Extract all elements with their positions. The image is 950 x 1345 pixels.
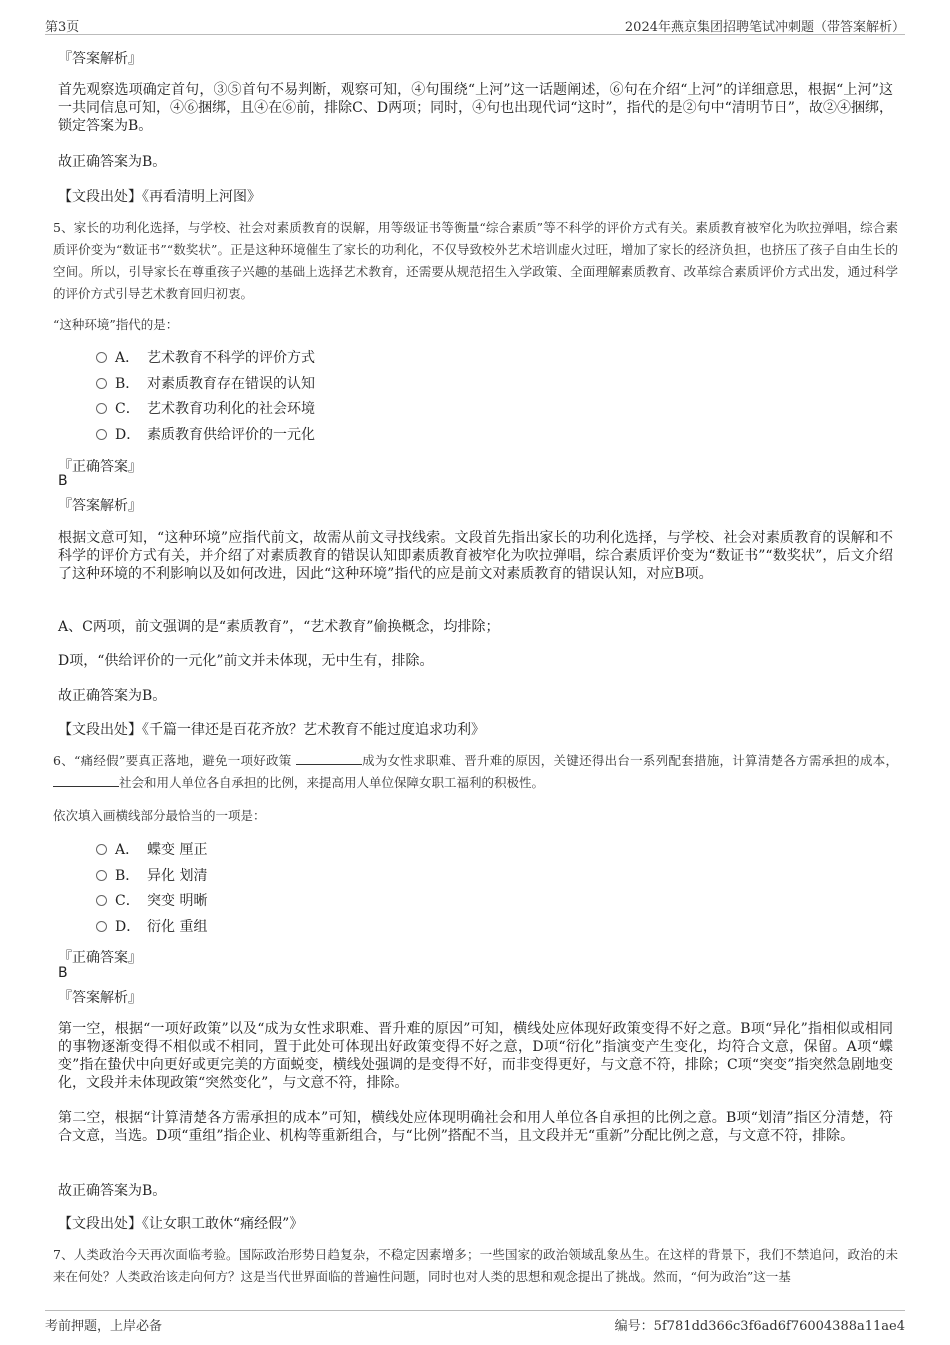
conclusion: 故正确答案为B。 <box>58 688 167 704</box>
radio-icon[interactable] <box>96 429 107 440</box>
analysis-label: 『答案解析』 <box>58 990 142 1006</box>
fill-blank <box>53 774 119 787</box>
option-a[interactable]: A． 艺术教育不科学的评价方式 <box>96 347 315 369</box>
question-5-stem: 5、家长的功利化选择，与学校、社会对素质教育的误解，用等级证书等衡量“综合素质”等不科学的评价方式有关。素质教育被窄化为吹拉弹唱，综合素质评价变为“数证书”“数奖状”。正是这种环境催生了家长的功利化，不仅导致校外艺术培训虚火过旺，增加了家长的经济负担，也挤压了孩子自由生长的空间。所以，引导家长在尊重孩子兴趣的基础上选择艺术教育，还需要从规范招生入学政策、全面理解素质教育、改革综合素质评价方式出发，通过科学的评价方式引导艺术教育回归初衷。 <box>53 220 898 301</box>
correct-answer-label: 『正确答案』 <box>58 459 142 475</box>
analysis-paragraph: D项，“供给评价的一元化”前文并未体现，无中生有，排除。 <box>58 653 434 669</box>
document-code: 编号：5f781dd366c3f6ad6f76004388a11ae4 <box>614 1319 905 1334</box>
source-citation: 【文段出处】《千篇一律还是百花齐放？艺术教育不能过度追求功利》 <box>58 722 485 738</box>
option-d[interactable]: D． 衍化 重组 <box>96 916 207 938</box>
radio-icon[interactable] <box>96 403 107 414</box>
correct-answer: B <box>58 473 68 489</box>
analysis-paragraph: 第一空，根据“一项好政策”以及“成为女性求职难、晋升难的原因”可知，横线处应体现好政策变得不好之意。B项“异化”指相似或相同的事物逐渐变得不相似或不相同，置于此处可体现出好政策变得不好之意，D项“衍化”指演变产生变化，均符合文意，保留。A项“蝶变”指在蛰伏中向更好或更完美的方面蜕变，横线处强调的是变得不好，而非变得更好，与文意不符，排除；C项“突变”指突然急剧地变化，文段并未体现政策“突然变化”，与文意不符，排除。 <box>58 1021 893 1091</box>
radio-icon[interactable] <box>96 378 107 389</box>
option-b[interactable]: B． 异化 划清 <box>96 865 207 887</box>
correct-answer-label: 『正确答案』 <box>58 950 142 966</box>
footer-slogan: 考前押题，上岸必备 <box>45 1319 163 1334</box>
radio-icon[interactable] <box>96 844 107 855</box>
correct-answer: B <box>58 965 68 981</box>
radio-icon[interactable] <box>96 352 107 363</box>
analysis-paragraph: 根据文意可知，“这种环境”应指代前文，故需从前文寻找线索。文段首先指出家长的功利化选择，与学校、社会对素质教育的误解和不科学的评价方式有关，并介绍了对素质教育的错误认知即素质教育被窄化为吹拉弹唱，综合素质评价变为“数证书”“数奖状”，后文介绍了这种环境的不利影响以及如何改进，因此“这种环境”指代的应是前文对素质教育的错误认知，对应B项。 <box>58 530 893 582</box>
question-6-prompt: 依次填入画横线部分最恰当的一项是： <box>53 808 266 823</box>
radio-icon[interactable] <box>96 870 107 881</box>
question-6-stem: 6、“痛经假”要真正落地，避免一项好政策 成为女性求职难、晋升难的原因，关键还得出台一系列配套措施，计算清楚各方需承担的成本，社会和用人单位各自承担的比例，来提高用人单位保障女职工福利的积极性。 <box>53 753 898 790</box>
page-footer <box>45 1310 905 1333</box>
option-c[interactable]: C． 突变 明晰 <box>96 890 207 912</box>
document-title: 2024年燕京集团招聘笔试冲刺题（带答案解析） <box>624 20 905 35</box>
fill-blank <box>296 752 362 765</box>
question-5-prompt: “这种环境”指代的是： <box>53 317 179 332</box>
analysis-paragraph: 第二空，根据“计算清楚各方需承担的成本”可知，横线处应体现明确社会和用人单位各自承担的比例之意。B项“划清”指区分清楚，符合文意，当选。D项“重组”指企业、机构等重新组合，与“比例”搭配不当，且文段并无“重新”分配比例之意，与文意不符，排除。 <box>58 1110 893 1144</box>
option-b[interactable]: B． 对素质教育存在错误的认知 <box>96 373 315 395</box>
analysis-label: 『答案解析』 <box>58 51 142 67</box>
source-citation: 【文段出处】《让女职工敢休“痛经假”》 <box>58 1216 304 1232</box>
conclusion: 故正确答案为B。 <box>58 154 167 170</box>
analysis-paragraph: 首先观察选项确定首句，③⑤首句不易判断，观察可知，④句围绕“上河”这一话题阐述，⑥句在介绍“上河”的详细意思，根据“上河”这一共同信息可知，④⑥捆绑，且④在⑥前，排除C、D两项；同时，④句也出现代词“这时”，指代的是②句中“清明节日”，故②④捆绑，锁定答案为B。 <box>58 82 893 134</box>
radio-icon[interactable] <box>96 921 107 932</box>
source-citation: 【文段出处】《再看清明上河图》 <box>58 189 261 205</box>
option-c[interactable]: C． 艺术教育功利化的社会环境 <box>96 398 315 420</box>
option-a[interactable]: A． 蝶变 厘正 <box>96 839 207 861</box>
analysis-label: 『答案解析』 <box>58 498 142 514</box>
radio-icon[interactable] <box>96 895 107 906</box>
question-7-stem: 7、人类政治今天再次面临考验。国际政治形势日趋复杂，不稳定因素增多；一些国家的政治领域乱象丛生。在这样的背景下，我们不禁追问，政治的未来在何处？人类政治该走向何方？这是当代世界面临的普遍性问题，同时也对人类的思想和观念提出了挑战。然而，“何为政治”这一基 <box>53 1247 898 1284</box>
page-number: 第3页 <box>45 20 80 35</box>
option-d[interactable]: D． 素质教育供给评价的一元化 <box>96 424 315 446</box>
conclusion: 故正确答案为B。 <box>58 1183 167 1199</box>
analysis-paragraph: A、C两项，前文强调的是“素质教育”，“艺术教育”偷换概念，均排除； <box>58 619 500 635</box>
